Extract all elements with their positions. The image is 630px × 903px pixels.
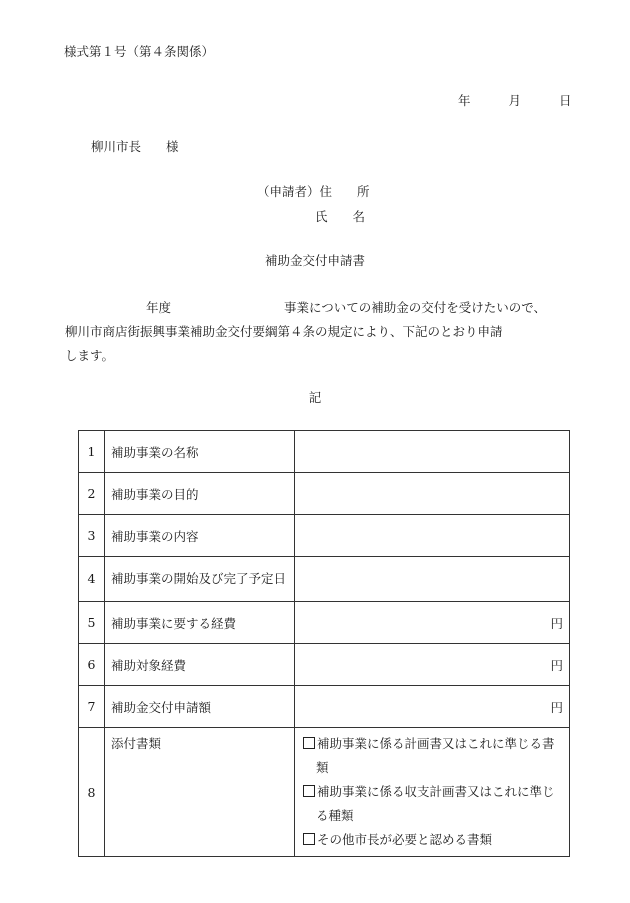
table-row — [79, 728, 570, 857]
item-value-yen[interactable]: 円 — [295, 602, 570, 644]
item-value-yen[interactable]: 円 — [295, 644, 570, 686]
attachment-label: その他市長が必要と認める書類 — [317, 832, 493, 847]
item-value[interactable] — [295, 557, 570, 602]
item-label: 補助事業の名称 — [105, 431, 295, 473]
table-row — [79, 644, 570, 686]
applicant-address-label: （申請者）住 所 — [257, 184, 370, 199]
item-value-yen[interactable]: 円 — [295, 686, 570, 728]
date-year: 年 — [458, 93, 471, 108]
body-line3: します。 — [65, 348, 115, 363]
item-number: 8 — [79, 728, 105, 857]
table-row — [79, 602, 570, 644]
body-fiscal-year: 年度 — [146, 300, 172, 315]
form-number: 様式第１号（第４条関係） — [64, 44, 215, 59]
body-line2: 柳川市商店街振興事業補助金交付要綱第４条の規定により、下記のとおり申請 — [65, 324, 503, 339]
checkbox-icon[interactable] — [303, 737, 315, 749]
attachment-label: 補助事業に係る計画書又はこれに準じる書類 — [316, 736, 555, 775]
checkbox-icon[interactable] — [303, 833, 315, 845]
item-label: 補助事業の目的 — [105, 473, 295, 515]
date-line — [458, 91, 572, 109]
attachment-label: 補助事業に係る収支計画書又はこれに準じる種類 — [316, 784, 555, 823]
date-month: 月 — [508, 93, 522, 108]
item-label: 補助事業に要する経費 — [105, 602, 295, 644]
date-day: 日 — [559, 93, 572, 108]
checkbox-icon[interactable] — [303, 785, 315, 797]
document-title: 補助金交付申請書 — [264, 253, 365, 268]
table-row — [79, 686, 570, 728]
item-number: 3 — [79, 515, 105, 557]
item-value[interactable] — [295, 515, 570, 557]
item-label: 補助事業の内容 — [105, 515, 295, 557]
attachment-item[interactable] — [303, 780, 561, 828]
table-row — [79, 473, 570, 515]
attachment-item[interactable] — [303, 828, 561, 852]
attachments-list — [295, 728, 570, 857]
table-row — [79, 515, 570, 557]
item-label: 補助対象経費 — [105, 644, 295, 686]
ki-heading: 記 — [308, 390, 322, 405]
applicant-name-label: 氏 名 — [315, 209, 366, 224]
item-number: 4 — [79, 557, 105, 602]
addressee: 柳川市長 様 — [91, 139, 179, 154]
items-table — [78, 430, 570, 857]
item-number: 7 — [79, 686, 105, 728]
item-value[interactable] — [295, 473, 570, 515]
item-value[interactable] — [295, 431, 570, 473]
item-number: 6 — [79, 644, 105, 686]
table-row — [79, 557, 570, 602]
item-label: 添付書類 — [105, 728, 295, 857]
body-line1: 事業についての補助金の交付を受けたいので、 — [284, 300, 547, 315]
item-number: 1 — [79, 431, 105, 473]
item-label: 補助事業の開始及び完了予定日 — [105, 557, 295, 602]
body-text — [65, 296, 575, 368]
table-row — [79, 431, 570, 473]
attachment-item[interactable] — [303, 732, 561, 780]
item-label: 補助金交付申請額 — [105, 686, 295, 728]
item-number: 5 — [79, 602, 105, 644]
item-number: 2 — [79, 473, 105, 515]
